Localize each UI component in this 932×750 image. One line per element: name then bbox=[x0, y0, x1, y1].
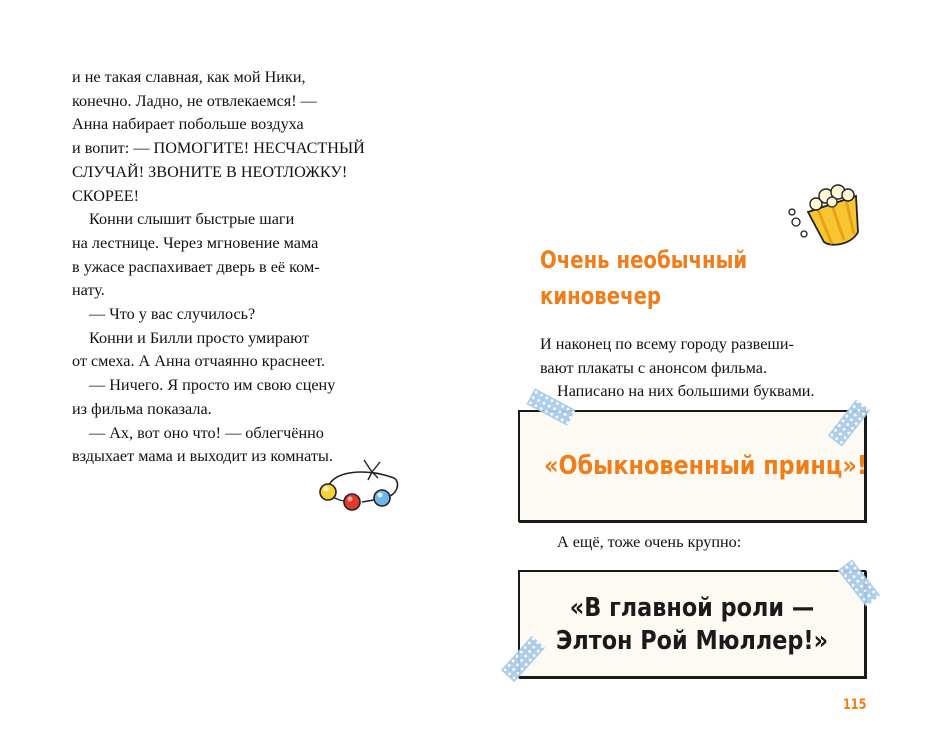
right-page bbox=[540, 0, 880, 750]
poster-sign-2-line-1: «В главной роли — bbox=[569, 593, 815, 623]
text-line: на лестнице. Через мгновение мама bbox=[72, 233, 319, 252]
paragraph-1-line-3: Написано на них большими буквами. bbox=[557, 382, 815, 401]
poster-sign-2 bbox=[518, 570, 866, 678]
paragraph-1-line-1: И наконец по всему городу развеши- bbox=[540, 335, 794, 353]
text-line: — Ничего. Я просто им свою сцену bbox=[89, 376, 336, 395]
paragraph-2: А ещё, тоже очень крупно: bbox=[557, 533, 742, 551]
text-line: нату. bbox=[72, 281, 105, 300]
page-number: 115 bbox=[843, 697, 867, 713]
text-line: конечно. Ладно, не отвлекаемся! — bbox=[72, 91, 317, 110]
popcorn-icon bbox=[786, 182, 870, 254]
text-line: — Ах, вот оно что! — облегчённо bbox=[89, 423, 324, 442]
text-line: — Что у вас случилось? bbox=[89, 305, 256, 324]
text-line: Конни слышит быстрые шаги bbox=[89, 210, 295, 229]
poster-sign-1 bbox=[518, 410, 866, 522]
text-line: в ужасе распахивает дверь в её ком- bbox=[72, 257, 320, 276]
section-heading bbox=[540, 242, 747, 314]
poster-sign-2-text bbox=[544, 592, 840, 658]
text-line: СЛУЧАЙ! ЗВОНИТЕ В НЕОТЛОЖКУ! bbox=[72, 162, 348, 181]
text-line: от смеха. А Анна отчаянно краснеет. bbox=[72, 352, 325, 371]
left-page-text bbox=[72, 66, 402, 469]
paragraph-1 bbox=[540, 333, 815, 404]
bead-bracelet-icon bbox=[314, 456, 410, 520]
text-line: из фильма показала. bbox=[72, 399, 212, 418]
poster-sign-1-text: «Обыкновенный принц»! bbox=[544, 451, 868, 481]
text-line: Конни и Билли просто умирают bbox=[89, 328, 310, 347]
heading-line-2: киновечер bbox=[540, 282, 662, 310]
text-line: Анна набирает побольше воздуха bbox=[72, 115, 304, 134]
heading-line-1: Очень необычный bbox=[540, 246, 748, 274]
text-line: СКОРЕЕ! bbox=[72, 186, 140, 205]
poster-sign-2-line-2: Элтон Рой Мюллер!» bbox=[555, 626, 829, 656]
text-line: и вопит: — ПОМОГИТЕ! НЕСЧАСТНЫЙ bbox=[72, 139, 365, 158]
text-line: вздыхает мама и выходит из комнаты. bbox=[72, 447, 333, 466]
paragraph-1-line-2: вают плакаты с анонсом фильма. bbox=[540, 358, 767, 377]
text-line: и не такая славная, как мой Ники, bbox=[72, 68, 306, 86]
